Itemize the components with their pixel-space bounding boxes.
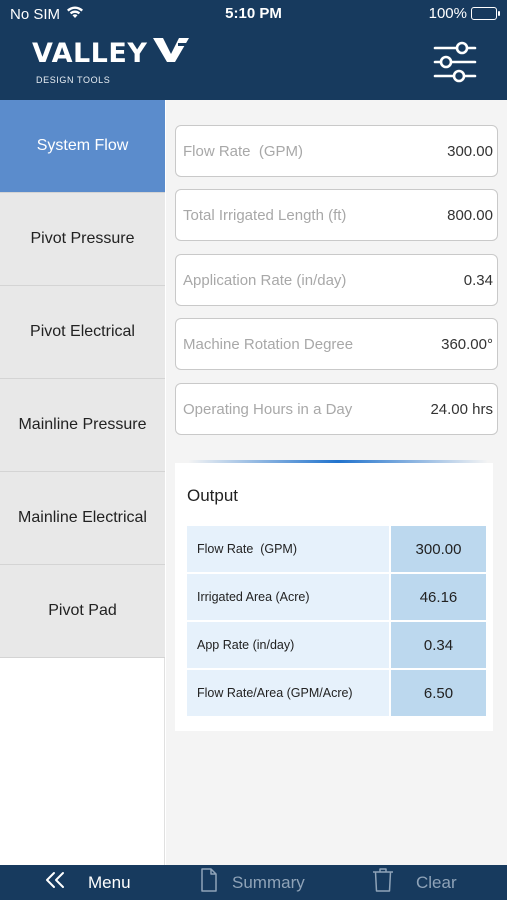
rotation-degree-field[interactable] bbox=[175, 318, 498, 370]
field-value: 360.00° bbox=[441, 335, 493, 353]
sidebar-item-label: Pivot Pressure bbox=[30, 230, 135, 247]
flow-rate-field[interactable] bbox=[175, 125, 498, 177]
trash-icon bbox=[372, 867, 394, 898]
output-card bbox=[175, 463, 493, 731]
field-value: 0.34 bbox=[463, 271, 493, 289]
field-value: 800.00 bbox=[447, 206, 493, 224]
operating-hours-field[interactable] bbox=[175, 383, 498, 435]
main-panel bbox=[166, 100, 507, 865]
logo-text: VALLEY bbox=[32, 37, 148, 69]
sidebar-item-mainline-electrical[interactable] bbox=[0, 472, 165, 565]
sliders-icon bbox=[433, 71, 477, 88]
valley-logo bbox=[32, 36, 191, 85]
field-label: Total Irrigated Length (ft) bbox=[183, 206, 347, 224]
output-label: Irrigated Area (Acre) bbox=[187, 574, 389, 620]
output-label: Flow Rate/Area (GPM/Acre) bbox=[187, 670, 389, 716]
status-right bbox=[429, 5, 497, 22]
sidebar-item-system-flow[interactable] bbox=[0, 100, 165, 193]
output-value: 6.50 bbox=[389, 670, 486, 716]
document-icon bbox=[200, 868, 218, 897]
application-rate-field[interactable] bbox=[175, 254, 498, 306]
carrier-label: No SIM bbox=[10, 5, 61, 23]
table-row bbox=[187, 670, 486, 718]
irrigated-length-field[interactable] bbox=[175, 189, 498, 241]
sidebar-item-pivot-pad[interactable] bbox=[0, 565, 165, 658]
bottom-toolbar bbox=[0, 865, 507, 900]
valley-v-icon bbox=[151, 36, 191, 71]
output-label: App Rate (in/day) bbox=[187, 622, 389, 668]
logo-wordmark bbox=[32, 36, 191, 71]
table-row bbox=[187, 574, 486, 622]
clear-label: Clear bbox=[416, 872, 457, 892]
output-value: 0.34 bbox=[389, 622, 486, 668]
sidebar-item-label: Mainline Electrical bbox=[18, 509, 147, 526]
output-value: 46.16 bbox=[389, 574, 486, 620]
double-chevron-left-icon bbox=[44, 871, 66, 894]
summary-button[interactable] bbox=[200, 865, 305, 900]
status-bar bbox=[0, 0, 507, 28]
sidebar-item-pivot-pressure[interactable] bbox=[0, 193, 165, 286]
sidebar bbox=[0, 100, 165, 865]
sidebar-item-pivot-electrical[interactable] bbox=[0, 286, 165, 379]
menu-button[interactable] bbox=[44, 865, 131, 900]
field-label: Machine Rotation Degree bbox=[183, 335, 354, 353]
field-value: 300.00 bbox=[447, 142, 493, 160]
table-row bbox=[187, 622, 486, 670]
output-table bbox=[187, 526, 486, 718]
field-label: Application Rate (in/day) bbox=[183, 271, 347, 289]
sidebar-item-label: Pivot Electrical bbox=[30, 323, 135, 340]
sidebar-item-mainline-pressure[interactable] bbox=[0, 379, 165, 472]
output-title: Output bbox=[187, 486, 239, 505]
battery-percent: 100% bbox=[428, 5, 467, 22]
output-label: Flow Rate (GPM) bbox=[187, 526, 389, 572]
sidebar-item-label: Pivot Pad bbox=[48, 602, 117, 619]
sidebar-item-label: Mainline Pressure bbox=[18, 416, 147, 433]
sidebar-item-label: System Flow bbox=[36, 137, 129, 154]
app-header bbox=[0, 0, 507, 100]
summary-label: Summary bbox=[232, 872, 305, 892]
settings-button[interactable] bbox=[433, 40, 477, 84]
output-value: 300.00 bbox=[389, 526, 486, 572]
field-value: 24.00 hrs bbox=[430, 400, 493, 418]
battery-icon bbox=[471, 7, 497, 20]
table-row bbox=[187, 526, 486, 574]
field-label: Flow Rate (GPM) bbox=[183, 142, 304, 160]
status-time: 5:10 PM bbox=[225, 5, 282, 22]
menu-label: Menu bbox=[88, 872, 131, 892]
field-label: Operating Hours in a Day bbox=[183, 400, 353, 418]
logo-subtitle: DESIGN TOOLS bbox=[36, 75, 111, 85]
clear-button[interactable] bbox=[372, 865, 457, 900]
